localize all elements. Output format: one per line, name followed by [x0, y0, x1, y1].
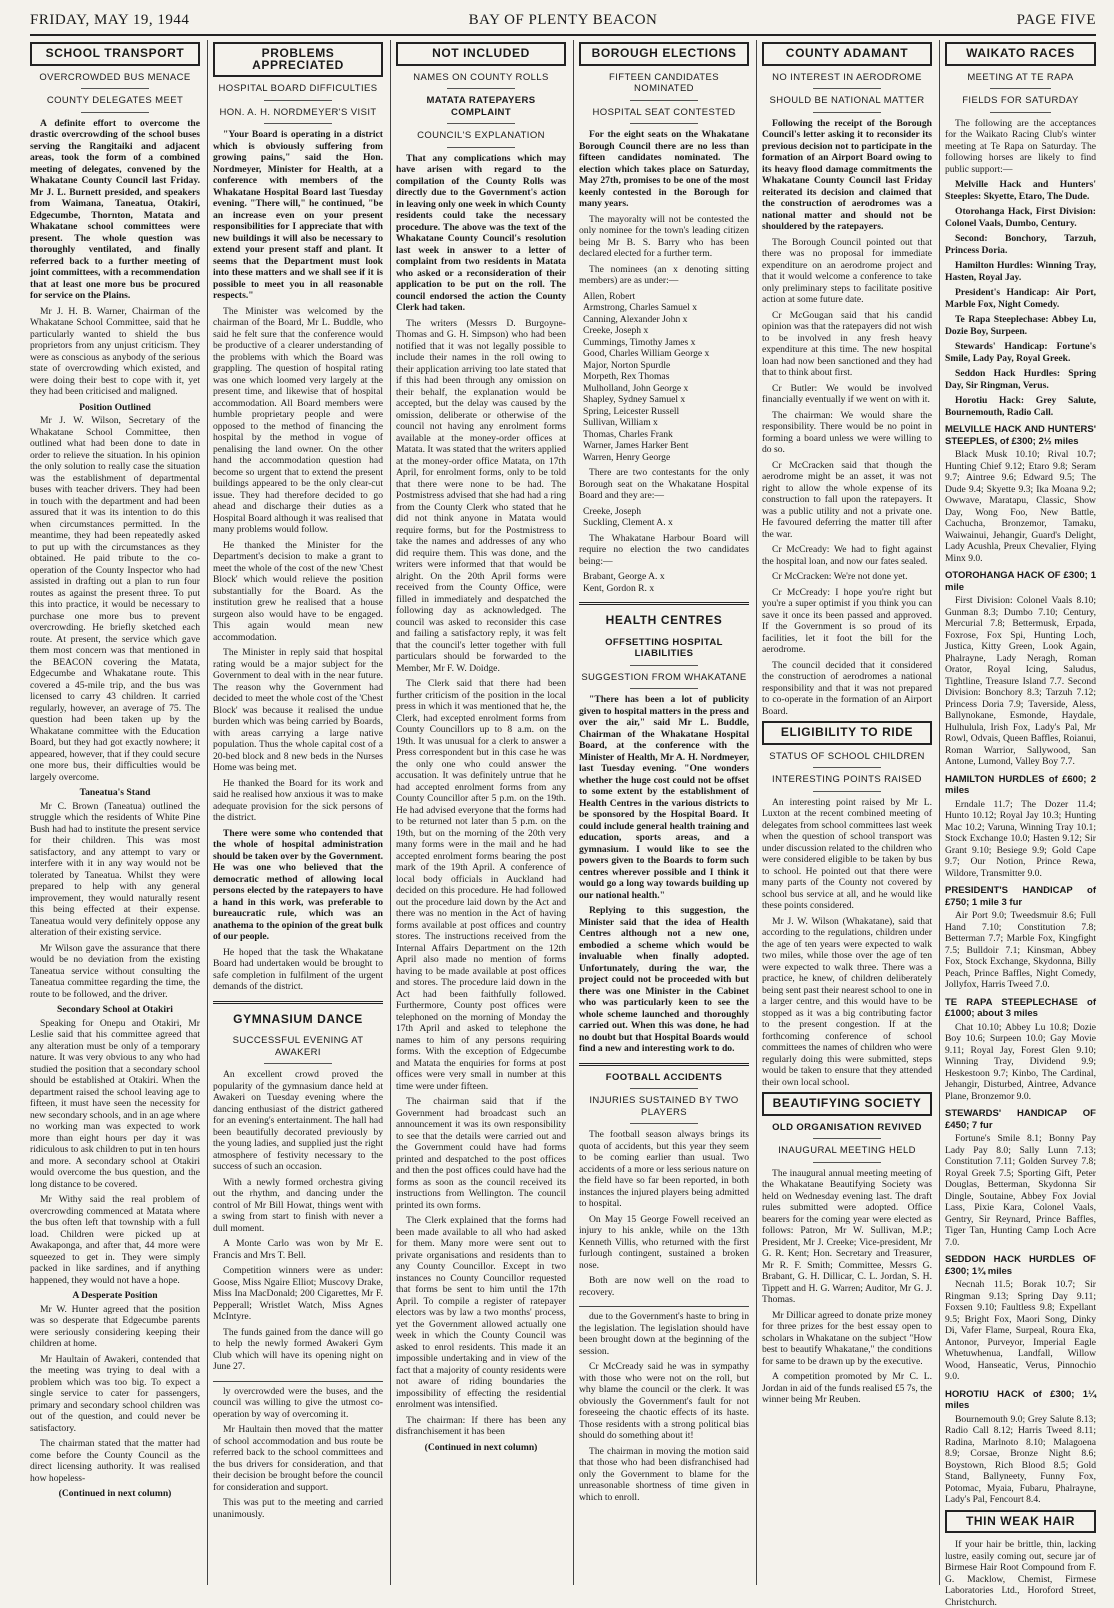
paragraph: The writers (Messrs D. Burgoyne-Thomas and G. H. Simpson) who had been notified that it was not legally possible to include their names in the roll owing to their application arriving too late stated that if this had been through any omission on their behalf, the explanation would be accepted, but the delay was caused by the omission, deliberate or otherwise of the council not having any enrolment forms available at the money-order offices at Matata. It was stated that the writers applied at the money-order office Matata, on 17th April, for enrolment forms, only to be told that there were none to be had. The Postmistress advised that she had had a ring from the County Clerk who stated that he did not think anyone in Matata would require forms, but for the Postmistress to take the names and addresses of any who did require them. This was done, and the writers were informed that that would be alright. On the 20th April forms were received from the County Office, were filled in immediately and despatched the following day as acknowledged. The council was asked to reconsider this case and failing a satisfactory reply, it was felt that the council's letter together with full particulars should be forwarded to the Member, Mr F. W. Doidge. [396, 317, 566, 674]
subheadline: SUGGESTION FROM WHAKATANE [581, 671, 747, 683]
issue-date: FRIDAY, MAY 19, 1944 [30, 12, 190, 28]
column-rule [207, 40, 208, 1585]
list-item: Spring, Leicester Russell [583, 405, 680, 417]
column-rule [390, 40, 391, 1585]
continued-note: (Continued in next column) [424, 1441, 538, 1453]
lead-paragraph: For the eight seats on the Whakatane Borough Council there are no less than fifteen candidates nominated. The election which takes place on Saturday, May 27th, promises to be one of the most keenly contested in the Borough for many years. [579, 129, 749, 209]
race-heading: TE RAPA STEEPLECHASE of £1000; about 3 miles [945, 996, 1096, 1019]
lead-paragraph: Following the receipt of the Borough Council's letter asking it to reconsider its previous decision not to participate in the formation of an Airport Board owing to its heavy flood damage commitments the Whakatane County Council last Friday reiterated its decision and claimed that the construction of aerodromes was a national matter and should not be shouldered by the ratepayers. [762, 117, 932, 232]
divider [579, 1063, 749, 1066]
subheadline: COUNCIL'S EXPLANATION [417, 130, 545, 141]
column-rule [939, 40, 940, 1585]
paragraph: Cr McGougan said that his candid opinion was that the ratepayers did not wish to be involved in any fresh heavy expenditure at this time. The new hospital loan had now been sanctioned and they had that to think about first. [762, 309, 932, 378]
subheadline: NAMES ON COUNTY ROLLS [413, 71, 549, 83]
tip-line: Te Rapa Steeplechase: Abbey Lu, Dozie Boy, Surpeen. [945, 314, 1096, 337]
paragraph: The chairman: If there has been any disfranchisement it has been [396, 1414, 566, 1437]
section-heading: Taneatua's Stand [79, 787, 151, 798]
subheadline: MEETING AT TE RAPA [967, 71, 1074, 83]
race-heading: OTOROHANGA HACK OF £300; 1 mile [945, 570, 1096, 593]
list-item: Morpeth, Rex Thomas [583, 371, 670, 382]
race-field: Fortune's Smile 8.1; Bonny Pay Lady Pay 8.0; Sally Lunn 7.13; Constitution 7.11; Golden Survey 7.8; Royal Greek 7.5; Sporting Gift, Peter Douglas, Betterman, Skydonna Sir Dingle, Soutaine, Abbey Fox Jovial Lass, Pixie Kara, Colonel Vaals, Gentry, Sir Reynard, Prince Baffles, Tiger Tan, Hunting Camp Loch Acre 7.0. [945, 1133, 1096, 1248]
divider [264, 1063, 332, 1064]
subheadline: INJURIES SUSTAINED BY TWO PLAYERS [589, 1095, 739, 1118]
paragraph: Mr J. W. Wilson, Secretary of the Whakatane School Committee, then outlined what had been done to date in order to relieve the situation. In his opinion the only solution to really case the situation was the establishment of departmental buses with teacher drivers. They had been in touch with the department and had been assured that it was its intention to do this when circumstances permitted. In the meantime, they had been repeatedly asked to put up with the circumstances as they obtained. He paid tribute to the co-operation of the County Inspector who had assisted in drafting out a plan to run four routes as against the present three. To put this into practice, it would be necessary to purchase one more bus to prevent overcrowding. He briefly sketched each route. At present, the service which gave them most concern was that mentioned in the BEACON covering the Matata, Edgecumbe and Whakatane route. This covered a 45-mile trip, and the bus was licensed to carry 43 children. It carried regularly, however, an average of 75. The question had been taken up by the Whakatane committee with the Education Board, but they had got exactly nowhere; it appeared, however, that if they could secure one more bus, their difficulties would be largely overcome. [30, 415, 200, 783]
paragraph: With a newly formed orchestra giving out the rhythm, and dancing under the control of Mr Bill Howat, things went with a swing from start to finish with never a dull moment. [213, 1176, 383, 1234]
race-field: Necnah 11.5; Borak 10.7; Sir Ringman 9.13; Spring Day 9.11; Foxsen 9.10; Faultless 9.8; Expellant 9.5; Bright Fox, Maori Song, Dinky Di, Vafer Flame, Surpeal, Roura Eka, Antonor, Purveyor, Imperial Eagle Whetuwhenua, Landfall, Willow Wood, Hanseatic, Verus, Pinnochio 9.0. [945, 1279, 1096, 1382]
paragraph: Cr McCready said he was in sympathy with those who were not on the roll, but why blame the council or the clerk. It was obviously the Government's fault for not foreseeing the chaotic effects of its haste. Those residents with a strong political bias should do something about it! [579, 1361, 749, 1441]
tip-line: Stewards' Handicap: Fortune's Smile, Lady Pay, Royal Greek. [945, 341, 1096, 364]
tip-line: Second: Bonchory, Tarzuh, Princess Doria. [945, 233, 1096, 256]
race-heading: HOROTIU HACK of £300; 1¼ miles [945, 1388, 1096, 1411]
tip-line: Otorohanga Hack, First Division: Colonel Vaals, Dumbo, Century. [945, 206, 1096, 229]
divider [813, 88, 881, 89]
paragraph: Mr Withy said the real problem of overcrowding commenced at Matata where the bus often left that township with a full load. Children were picked up at Awakaponga, and after that, 44 more were squeezed to get in. They were simply packed in like sardines, and if anything happened, they would not have a hope. [30, 1194, 200, 1286]
list-item: Good, Charles William George x [583, 348, 710, 359]
paragraph: Both are now well on the road to recovery. [579, 1275, 749, 1298]
paragraph: The inaugural annual meeting meeting of the Whakatane Beautifying Society was held on Wednesday evening last. The draft rules submitted were adopted. Office bearers for the coming year were elected as follows: Patron, Mr W. Sullivan, M.P.; President, Mr J. Creeke; Vice-president, Mr G. R. Kent; Hon. Secretary and Treasurer, Mr R. F. Smith; Committee, Messrs G. Brabant, G. H. Dillicar, C. L. Jordan, S. H. Tippett and H. G. Warren; Auditor, Mr G. J. Thomas. [762, 1167, 932, 1305]
divider [264, 123, 332, 124]
paragraph: Mr J. H. B. Warner, Chairman of the Whakatane School Committee, said that he particularly wanted to shield the bus proprietors from any unjust criticism. They were as conscious as anybody of the serious state of overcrowding which existed, and were doing their best to cope with it, yet they had been criticised and maligned. [30, 305, 200, 397]
subheadline: OLD ORGANISATION REVIVED [772, 1121, 922, 1133]
paragraph: ly overcrowded were the buses, and the council was willing to give the utmost co-operation by way of overcoming it. [213, 1385, 383, 1420]
divider [813, 1138, 881, 1139]
paragraph: A competition promoted by Mr C. L. Jordan in aid of the funds realised £5 7s, the winner being Mr Reuben. [762, 1371, 932, 1405]
column-rule [756, 40, 757, 1585]
paragraph: Speaking for Onepu and Otakiri, Mr Leslie said that his committee agreed that any alteration must be only of a temporary nature. It was very obvious to any who had studied the position that a secondary school should be established at Otakiri. When the department raised the school leaving age to fifteen, it must have seen the necessity for new secondary schools, and in an age where no working man was expected to work more than eight hours per day it was ridiculous to ask children to put in ten hours and more. A secondary school at Otakiri would overcome the bus question, and the long distance to be covered. [30, 1017, 200, 1190]
tip-line: President's Handicap: Air Port, Marble Fox, Night Comedy. [945, 287, 1096, 310]
paragraph: Mr Haultain of Awakeri, contended that the meeting was trying to deal with a problem which was too big. To expect a single service to cater for passengers, primary and secondary school children was out of the question, and could never be satisfactory. [30, 1353, 200, 1434]
paragraph: The chairman stated that the matter had come before the County Council as the direct licensing authority. It was realised how hopeless- [30, 1438, 200, 1484]
divider [264, 100, 332, 101]
headline: WAIKATO RACES [945, 42, 1096, 66]
column-borough-elections [579, 40, 749, 1585]
paragraph: He hoped that the task the Whakatane Board had undertaken would be brought to safe completion in fulfilment of the urgent demands of the district. [213, 946, 383, 992]
headline: FOOTBALL ACCIDENTS [605, 1071, 723, 1083]
subheadline: COUNTY DELEGATES MEET [46, 95, 184, 106]
race-heading: STEWARDS' HANDICAP OF £450; 7 fur [945, 1108, 1096, 1131]
tip-line: Melville Hack and Hunters' Steeples: Skyette, Etaro, The Dude. [945, 179, 1096, 202]
divider [630, 688, 698, 689]
nominee-list [583, 291, 749, 464]
paragraph: An excellent crowd proved the popularity of the gymnasium dance held at Awakeri on Tuesday evening where the dancing enthusiast of the district gathered for an evening's entertainment. The hall had been beautifully decorated previously by the young ladies, and supplied just the right atmosphere of festivity necessary to the success of such an occasion. [213, 1069, 383, 1172]
paragraph: The chairman: We would share the responsibility. There would be no point in forming a board unless we were willing to do so. [762, 409, 932, 455]
subheadline: STATUS OF SCHOOL CHILDREN [769, 750, 925, 762]
harbour-candidates [583, 571, 749, 594]
column-waikato-races [945, 40, 1096, 1608]
paragraph: A Monte Carlo was won by Mr E. Francis and Mrs T. Bell. [213, 1238, 383, 1261]
subheadline: OVERCROWDED BUS MENACE [39, 71, 191, 83]
list-item: Armstrong, Charles Samuel x [583, 302, 698, 313]
column-rule [573, 40, 574, 1585]
section-heading: Position Outlined [79, 401, 151, 413]
advert-headline: THIN WEAK HAIR [945, 1510, 1096, 1534]
subheadline: OFFSETTING HOSPITAL LIABILITIES [605, 636, 723, 659]
lead-paragraph: "There has been a lot of publicity given to hospital matters in the press and over the air," said Mr L. Buddle, Chairman of the Whakatane Hospital Board, at the conference with the Minister of Health, Mr A. H. Nordmeyer, last Tuesday evening. "One wonders whether the huge cost could not be offset to some extent by the establishment of Health Centres in the various districts to be sponsored by the Hospital Board. It could include general health training and education, sports areas, and a gymnasium. I would like to see the powers given to the Boards to form such centres wherever possible and I think it would go a long way towards building up our national health." [579, 694, 749, 901]
list-item: Suckling, Clement A. x [583, 517, 673, 528]
lead-paragraph: The following are the acceptances for the Waikato Racing Club's winter meeting at Te Rapa on Saturday. The following horses are likely to find public support:— [945, 117, 1096, 175]
list-item: Shapley, Sydney Samuel x [583, 394, 686, 405]
tip-line: Horotiu Hack: Grey Salute, Bournemouth, Radio Call. [945, 395, 1096, 418]
list-item: Warren, Henry George [583, 451, 671, 463]
subheadline: INTERESTING POINTS RAISED [772, 774, 922, 785]
divider [579, 602, 749, 605]
paragraph: The Clerk said that there had been further criticism of the position in the local press in which it was mentioned that he, the Clerk, had excepted enrolment forms from County Councillors up to 8 a.m. on the 19th. It was unusual for a clerk to answer a Press correspondent but in this case he was the only one who could answer the accusation. It was definitely untrue that he had accepted enrolment forms from any County Councillor after 5 p.m. on the 19th. He had advised everyone that the forms had to be returned not later than 5 p.m. on the 19th, but on the morning of the 20th very many forms were in the mail and he had accepted enrolment forms bearing the post mark of the 19th April. A conference of local body officials in Auckland had decided on this procedure. He had followed out the procedure laid down by the Act and there was no mention in the Act of having forms available at post offices and country stores. The instructions received from the Internal Affairs Department on the 12th April also made no mention of forms having to be made available at post offices and stores. The procedure laid down in the Act had been faithfully followed. Furthermore, County post offices were telephoned on the morning of Monday the 17th April and asked to telephone the names to him of any persons requiring forms. With the exception of Edgecumbe and Matata the enquiries for forms at post offices were very small in number at this time were under fifteen. [396, 678, 566, 1092]
paragraph: Mr Haultain then moved that the matter of school accommodation and bus route be referred back to the school committees and the bus drivers for consideration, and that their decision be brought before the council for consideration and support. [213, 1424, 383, 1493]
subheadline: INAUGURAL MEETING HELD [778, 1145, 916, 1156]
race-field: Air Port 9.0; Tweedsmuir 8.6; Full Hand 7.10; Constitution 7.8; Betterman 7.7; Marble Fox, Kingfight 7.5; Bulldoir 7.1; Kinsman, Abbey Fox, Stock Exchange, Skydonna, Billy Peach, Prince Baffles, Night Comedy, Jollyfox, Harris Tweed 7.0. [945, 910, 1096, 990]
section-heading: A Desperate Position [72, 1290, 158, 1301]
subheadline: MATATA RATEPAYERS COMPLAINT [426, 95, 536, 118]
paragraph: The mayoralty will not be contested the only nominee for the town's leading citizen being Mr B. S. Barry who has been declared elected for a further term. [579, 213, 749, 259]
list-item: Mulholland, John George x [583, 382, 689, 394]
divider [630, 1123, 698, 1124]
paragraph: He thanked the Board for its work and said he realised how anxious it was to make adequate provision for the sick persons of the district. [213, 777, 383, 823]
column-school-transport [30, 40, 200, 1585]
race-field: Bournemouth 9.0; Grey Salute 8.13; Radio Call 8.12; Harris Tweed 8.11; Radina, Marlnoto 8.10; Malagoena 8.9; Corsae, Bronze Night 8.6; Boystown, Rich Blood 8.5; Gold Stand, Ballyneety, Funny Fox, Potomac, Myaia, Fubaru, Phalrayne, Lady's Pal, Fencourt 8.4. [945, 1413, 1096, 1505]
paragraph: The nominees (an x denoting sitting members) are as under:— [579, 263, 749, 286]
lead-paragraph: That any complications which may have arisen with regard to the compilation of the County Rolls was directly due to the Government's action in leaving only one week in which County residents could take the necessary procedure. The above was the text of the Whakatane County Council's resolution last week in answer to a letter of complaint from two residents in Matata who asked or a reconsideration of their application to be put on the roll. The council endorsed the action the County Clerk had taken. [396, 152, 566, 313]
race-field: Black Musk 10.10; Rival 10.7; Hunting Chief 9.12; Etaro 9.8; Seram 9.7; Aintree 9.6; Edward 9.5; The Dude 9.4; Skyette 9.3; Ika Moana 9.2; Owwave, Maratapu, Classic, Show Day, Wong Foo, New Battle, Cachucha, Bronzemor, Tamaku, Waiwainui, Jehangir, Guard's Delight, Lady Acushla, Preux Chevalier, Flying Minx 9.0. [945, 449, 1096, 564]
column-county-adamant [762, 40, 932, 1585]
subheadline: FIFTEEN CANDIDATES NOMINATED [609, 71, 719, 94]
list-item: Creeke, Joseph [583, 505, 642, 517]
paragraph: This was put to the meeting and carried unanimously. [213, 1497, 383, 1520]
divider [447, 123, 515, 124]
advert-text: If your hair be brittle, thin, lacking lustre, easily coming out, secure jar of Birmese Hair Root Compound from F. G. Macklow, Chemist, Firmese Laboratories Ltd., Horoford Street, Christchurch. [945, 1539, 1096, 1608]
subheadline: NO INTEREST IN AERODROME [772, 71, 922, 83]
newspaper-title: BAY OF PLENTY BEACON [468, 12, 658, 28]
list-item: Creeke, Joseph x [583, 325, 649, 336]
paragraph: Cr McCready: We had to fight against the hospital loan, and now our fates sealed. [762, 544, 932, 567]
divider [630, 665, 698, 666]
list-item: Sullivan, William x [583, 417, 658, 428]
subheadline: FIELDS FOR SATURDAY [962, 95, 1079, 106]
paragraph: Mr C. Brown (Taneatua) outlined the struggle which the residents of White Pine Bush had had to institute the present service for their children. This was most satisfactory, and any attempt to vary or interfere with it in any way would not be tolerated by Taneatua. Whilst they were prepared to help with any general improvement, they would naturally resent this being effected at their expense. Taneatua would very definitely oppose any alteration of their existing service. [30, 800, 200, 938]
paragraph: Cr McCready: I hope you're right but you're a super optimist if you think you can save it once its been passed and approved. If the Government is so proud of its facilities, let it foot the bill for the aerodrome. [762, 586, 932, 655]
lead-paragraph: A definite effort to overcome the drastic overcrowding of the school buses serving the Rangitaiki and adjacent areas, took the form of a combined meeting of delegates, convened by the Whakatane County Council last Friday. Mr J. L. Burnett presided, and speakers from Waimana, Taneatua, Otakiri, Edgecumbe, Thornton, Matata and Whakatane school committees were present. The whole question was thoroughly ventilated, and finally referred back to a further meeting of joint committees, with a recommendation that at least one more bus be procured for service on the Plains. [30, 117, 200, 301]
tip-line: Seddon Hack Hurdles: Spring Day, Sir Ringman, Verus. [945, 368, 1096, 391]
divider [447, 88, 515, 89]
paragraph: The football season always brings its quota of accidents, but this year they seem to be coming earlier than usual. Two accidents of a more or less serious nature on the field have so far been reported, in both instances the injured players being admitted to hospital. [579, 1129, 749, 1209]
paragraph: Mr Wilson gave the assurance that there would be no deviation from the existing Taneatua service without consulting the Taneatua committee regarding the time, the route to be followed, and the driver. [30, 942, 200, 1000]
list-item: Major, Norton Spurdle [583, 359, 671, 371]
divider [630, 1088, 698, 1089]
paragraph: The Borough Council pointed out that there was no proposal for immediate expenditure on an aerodrome project and that it would welcome a conference to take only preliminary steps to facilitate positive action at some future date. [762, 236, 932, 305]
race-heading: MELVILLE HACK AND HUNTERS' STEEPLES, of £300; 2½ miles [945, 424, 1096, 447]
tip-line: Hamilton Hurdles: Winning Tray, Hasten, Royal Jay. [945, 260, 1096, 283]
race-field: Chat 10.10; Abbey Lu 10.8; Dozie Boy 10.6; Surpeen 10.0; Gay Movie 9.11; Royal Jay, Forest Glen 9.10; Winning Tray, Dividend 9.9; Heskestoon 9.7; Kinbo, The Cardinal, Jehangir, Disturbed, Aintree, Advance Plane, Bronzemor 9.0. [945, 1021, 1096, 1102]
section-heading: Secondary School at Otakiri [57, 1004, 173, 1015]
divider [447, 147, 515, 148]
race-field: Erndale 11.7; The Dozer 11.4; Hunto 10.12; Royal Jay 10.3; Hunting Mac 10.2; Varuna, Winning Tray 10.1; Stock Exchange 10.0; Hasten 9.12; Sir Grant 9.10; Besiege 9.9; Gold Cape 9.7; Our Notion, Prince Rewa, Wildore, Transmitter 9.0. [945, 798, 1096, 879]
divider [990, 112, 1050, 113]
divider [813, 791, 881, 792]
paragraph: Cr McCracken: We're not done yet. [772, 571, 908, 582]
list-item: Canning, Alexander John x [583, 313, 688, 325]
list-item: Thomas, Charles Frank [583, 428, 673, 440]
paragraph: Mr Dillicar agreed to donate prize money for three prizes for the best essay open to scholars in Whakatane on the subject "How best to beautify Whakatane," the conditions for same to be drawn up by the executive. [762, 1309, 932, 1367]
continued-note: (Continued in next column) [58, 1488, 172, 1499]
subheadline: SUCCESSFUL EVENING AT AWAKERI [232, 1035, 364, 1058]
divider [813, 112, 881, 113]
list-item: Cummings, Timothy James x [583, 336, 696, 348]
race-heading: SEDDON HACK HURDLES OF £300; 1¾ miles [945, 1254, 1096, 1277]
headline: PROBLEMS APPRECIATED [213, 42, 383, 77]
paragraph: Mr J. W. Wilson (Whakatane), said that according to the regulations, children under the age of ten years were expected to walk two miles, while those over the age of ten were expected to walk three. There was a practice, he knew, of children deliberately being sent past their nearest school to one in a larger centre, and this would have to be stopped as it was a big contributing factor to the present congestion. If at the forthcoming conference of school committees the names of children who were regularly doing this were submitted, steps would be taken to ensure that they attended their own local school. [762, 915, 932, 1088]
race-heading: PRESIDENT'S HANDICAP of £750; 1 mile 3 fur [945, 885, 1096, 908]
divider [630, 123, 698, 124]
paragraph: The chairman in moving the motion said that those who had been disfranchised had only the Government to blame for the unreasonable shortness of time given in which to enroll. [579, 1445, 749, 1503]
column-problems-appreciated [213, 40, 383, 1585]
headline: SCHOOL TRANSPORT [30, 42, 200, 66]
list-item: Kent, Gordon R. x [583, 582, 655, 594]
paragraph: There are two contestants for the only Borough seat on the Whakatane Hospital Board and they are:— [579, 467, 749, 501]
list-item: Brabant, George A. x [583, 571, 665, 582]
paragraph: Cr McCracken said that though the aerodrome might be an asset, it was not right to allow the whole expense of its construction to fall upon the ratepayers. It was a public utility and not a private one. He favoured deferring the matter till after the war. [762, 459, 932, 540]
divider [630, 100, 698, 101]
list-item: Warner, James Harker Bent [583, 440, 689, 451]
paragraph: The Minister in reply said that hospital rating would be a major subject for the Government to deal with in the near future. The reason why the Government had decided to meet the whole cost of the 'Chest Block' was because it realised the undue burden which was being carried by Boards, with areas carrying a large native population. Thus the whole capital cost of a 20-bed block and 8 new beds in the Nurses Home was being met. [213, 647, 383, 773]
race-heading: HAMILTON HURDLES of £600; 2 miles [945, 773, 1096, 796]
divider [579, 1306, 749, 1307]
divider [81, 112, 149, 113]
paragraph: Cr Butler: We would be involved financially eventually if we went on with it. [762, 382, 932, 405]
subheadline: HOSPITAL SEAT CONTESTED [592, 106, 736, 118]
paragraph: The Whakatane Harbour Board will require no election the two candidates being:— [579, 532, 749, 567]
list-item: Allen, Robert [583, 290, 636, 302]
headline: HEALTH CENTRES [605, 613, 723, 627]
headline: BOROUGH ELECTIONS [579, 42, 749, 66]
paragraph: There were some who contended that the whole of hospital administration should be taken over by the Government. He was one who believed that the democratic method of allowing local persons elected by the ratepayers to have a hand in this work, was preferable to bureaucratic rule, which was an anathema to the opinion of the great bulk of our people. [213, 827, 383, 942]
divider [81, 88, 149, 89]
paragraph: due to the Government's haste to bring in the legislation. The legislation should have been brought down at the beginning of the session. [579, 1311, 749, 1357]
divider [813, 1162, 881, 1163]
headline: COUNTY ADAMANT [762, 42, 932, 66]
headline: NOT INCLUDED [396, 42, 566, 66]
paragraph: The Clerk explained that the forms had been made available to all who had asked for them. Many more were sent out to private organisations and residents than to any County Councillor. Except in two instances no County Councillor requested that forms be sent to him until the 17th April. To compile a register of ratepayer electors was by law a two months' process, yet the Government allowed actually one week in which the County Council was asked to enrol residents. This made it an impossible undertaking and in view of the fact that a majority of county residents were not aware of riding boundaries the impossibility of effecting the residential enrolment was intensified. [396, 1215, 566, 1410]
headline: ELIGIBILITY TO RIDE [762, 721, 932, 745]
paragraph: The Minister was welcomed by the chairman of the Board, Mr L. Buddle, who said he felt sure that the conference would be productive of a clearer understanding of the problems with which the Board was grappling. The question of hospital rating was one which loomed very largely at the present time, and likewise that of hospital accommodation. All Board members were humble proprietary people and were opposed to the method of financing the hospital by the method in vogue of penalising the land owner. On the other hand the accommodation question had become so urgent that to extend the present buildings appeared to be the only clear-cut issue. They had therefore decided to go ahead and discharge their duties as a Hospital Board although it was realised that many problems would follow. [213, 305, 383, 535]
paragraph: The chairman said that if the Government had broadcast such an announcement it was its own responsibility to see that the details were carried out and the Government could have had forms printed and despatched to the post offices and then the post offices could have had the forms as soon as the council received its instructions from Wellington. The council printed its own forms. [396, 1096, 566, 1211]
headline: BEAUTIFYING SOCIETY [762, 1092, 932, 1116]
page-columns [30, 40, 1096, 1608]
paragraph: The funds gained from the dance will go to help the newly formed Awakeri Gym Club which will have its opening night on June 27. [213, 1326, 383, 1372]
divider [813, 767, 881, 768]
subheadline: HOSPITAL BOARD DIFFICULTIES [218, 83, 378, 94]
paragraph: The council decided that it considered the construction of aerodromes a national responsibility and that it was not prepared to co-operate in the formation of an Airport Board. [762, 659, 932, 717]
subheadline: HON. A. H. NORDMEYER'S VISIT [219, 106, 377, 118]
masthead [30, 6, 1096, 36]
page-number: PAGE FIVE [1016, 12, 1096, 28]
lead-paragraph: "Your Board is operating in a district which is obviously suffering from growing pains," said the Hon. Nordmeyer, Minister for Health, at a conference with members of the Whakatane Hospital Board last Tuesday evening. "There will," he continued, "be an increase even on your present responsibilities for I appreciate that with new buildings it will also be necessary to extend your present staff and plant. It seems that the Department must look into these matters and we shall see if it is possible to meet you in all reasonable respects." [213, 129, 383, 301]
divider [213, 1001, 383, 1004]
paragraph: Competition winners were as under: Goose, Miss Ngaire Elliot; Muscovy Drake, Miss Ina MacDonald; 200 Cigarettes, Mr F. Pepperall; Wristlet Watch, Miss Agnes McIntyre. [213, 1265, 383, 1322]
paragraph: Mr W. Hunter agreed that the position was so desperate that Edgecumbe parents were seriously considering keeping their children at home. [30, 1303, 200, 1349]
hospital-candidates [583, 506, 749, 529]
paragraph: He thanked the Minister for the Department's decision to make a grant to meet the whole of the cost of the new 'Chest Block' which would relieve the position substantially for the Board. As the institution grew he realised that a house surgeon also would have to be engaged. This again would mean new accommodation. [213, 539, 383, 643]
paragraph: Replying to this suggestion, the Minister said that the idea of Health Centres although not a new one, embodied a scheme which would be invaluable when finally adopted. Unfortunately, during the war, the project could not be proceeded with but there was one Minister in the Cabinet who was particularly keen to see the whole scheme launched and thoroughly carried out. When this was done, he had no doubt but that Hospital Boards would find a new and interesting work to do. [579, 905, 749, 1054]
headline: GYMNASIUM DANCE [233, 1011, 363, 1026]
divider [213, 1381, 383, 1382]
paragraph: On May 15 George Fowell received an injury to his ankle, while on the 13th Kenneth Villis, who returned with the first furlough contingent, sustained a broken nose. [579, 1213, 749, 1271]
race-field: First Division: Colonel Vaals 8.10; Gunman 8.3; Dumbo 7.10; Century, Mercurial 7.8; Bettermusk, Erpada, Foxrose, Fox Spi, Hunting Loch, Justica, Kitty Green, Look Again, Phalrayne, Lady Neragh, Roman Orator, Royal Icing, Saludus, Tightline, Treasure Island 7.7. Second Division: Bonchory 8.3; Tarzuh 7.12; Princess Doria 7.9; Taverside, Aless, Ballynokane, Esmonde, Haydale, Hulhulula, Irish Fox, Lady's Pal, Mr Rowl, Odvais, Queen Baffles, Roianui, Roman Warrior, Sallywood, San Antone, Lumond, Valley Boy 7.7. [945, 595, 1096, 767]
column-not-included [396, 40, 566, 1585]
divider [990, 88, 1050, 89]
subheadline: SHOULD BE NATIONAL MATTER [769, 95, 925, 106]
paragraph: An interesting point raised by Mr L. Luxton at the recent combined meeting of delegates from school committees last week when the question of school transport was under discussion related to the children who were considered eligible to be taken by bus to school. He pointed out that there were many parts of the County not covered by school bus service at all, and he would like these points considered. [762, 796, 932, 911]
